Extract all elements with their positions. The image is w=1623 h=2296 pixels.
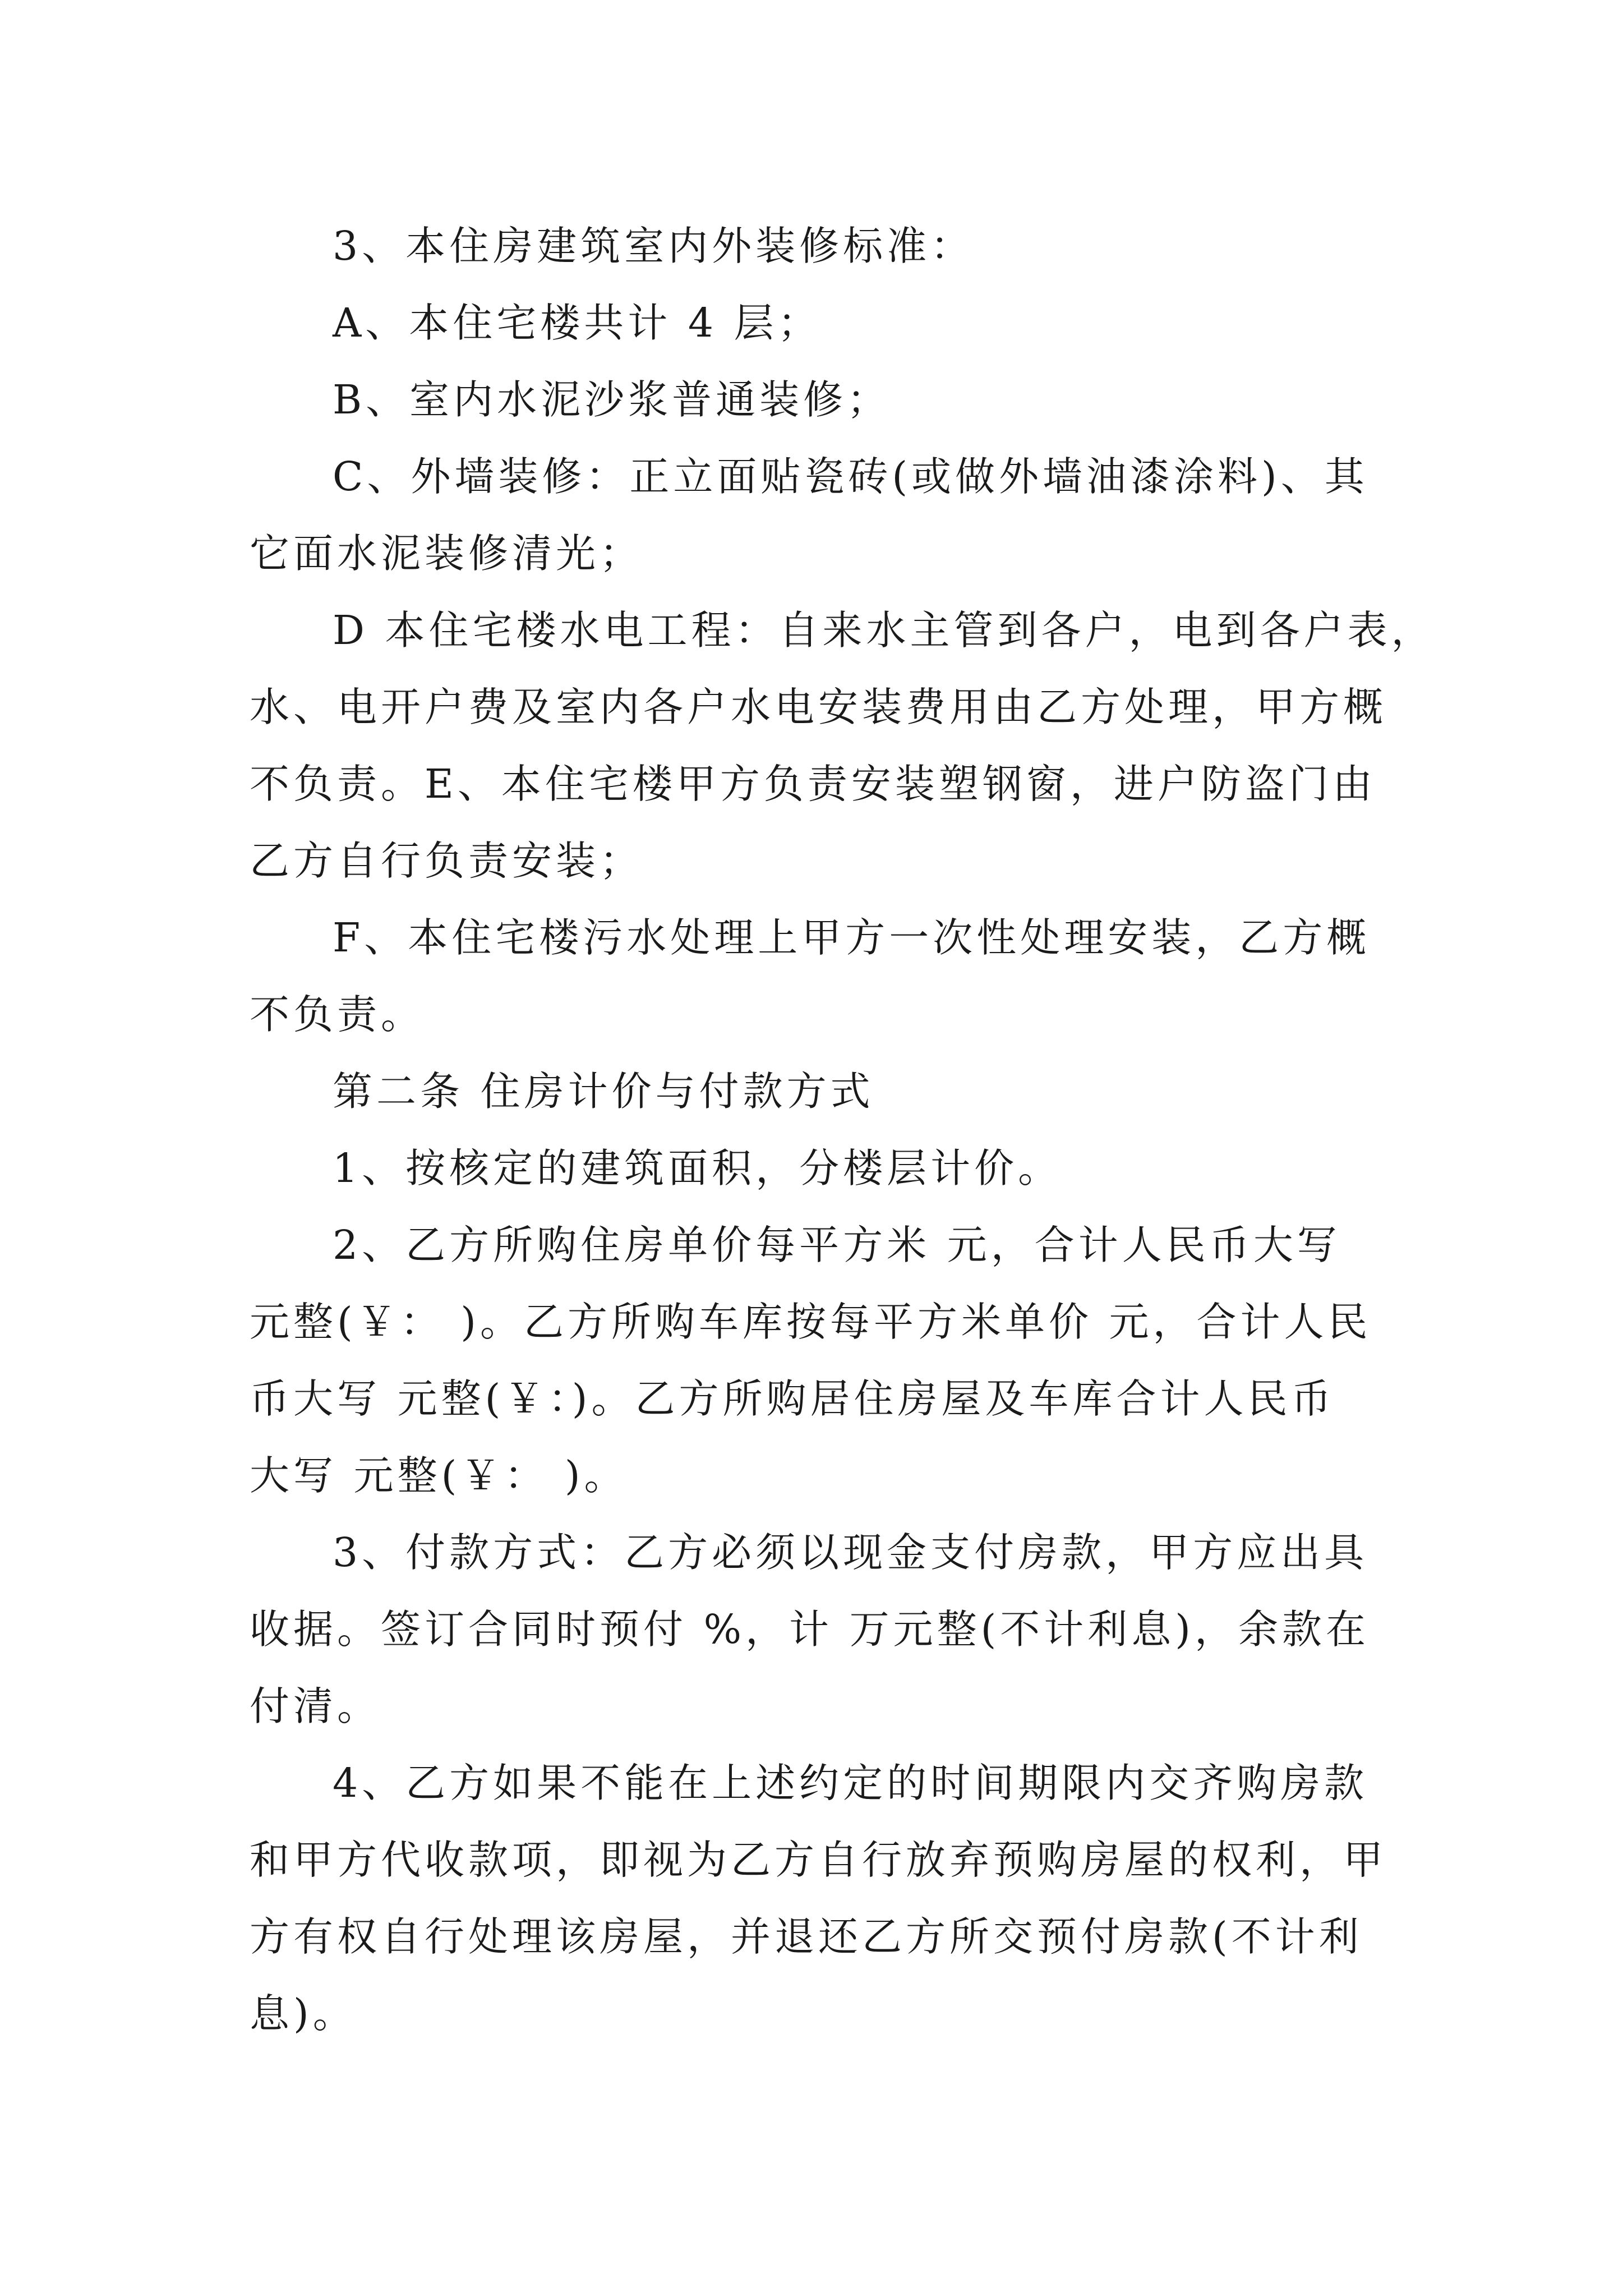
text-line: 水、电开户费及室内各户水电安装费用由乙方处理，甲方概 [250,684,1387,730]
section-heading: 第二条 住房计价与付款方式 [333,1068,874,1115]
paragraph-item-c [250,438,1388,592]
text-line: 1、按核定的建筑面积，分楼层计价。 [333,1145,1062,1191]
text-line: 乙方自行负责安装； [250,838,644,884]
text-line: 付清。 [250,1683,381,1729]
paragraph-item-a [250,284,1388,361]
paragraph-clause-3 [250,1514,1388,1745]
text-line: A、本住宅楼共计 4 层； [333,300,822,346]
text-line: 收据。签订合同时预付 %，计 万元整(不计利息)，余款在 [250,1606,1370,1653]
text-line: B、室内水泥沙浆普通装修； [333,376,891,423]
text-line: 币大写 元整(￥：)。乙方所购居住房屋及车库合计人民币 [250,1375,1335,1422]
text-line: 它面水泥装修清光； [250,530,644,577]
paragraph-clause-1 [250,1130,1388,1207]
text-line: D 本住宅楼水电工程：自来水主管到各户，电到各户表， [333,607,1435,654]
text-line: 和甲方代收款项，即视为乙方自行放弃预购房屋的权利，甲 [250,1837,1387,1883]
text-line: F、本住宅楼污水处理上甲方一次性处理安装，乙方概 [333,914,1371,961]
paragraph-clause-2 [250,1207,1388,1514]
text-line: 不负责。E、本住宅楼甲方负责安装塑钢窗，进户防盗门由 [250,761,1376,807]
text-line: 不负责。 [250,991,425,1038]
text-line: 3、付款方式：乙方必须以现金支付房款，甲方应出具 [333,1529,1368,1576]
article-two-heading [250,1053,1388,1130]
text-line: 方有权自行处理该房屋，并退还乙方所交预付房款(不计利 [250,1913,1363,1960]
text-line: 大写 元整(￥： )。 [250,1452,628,1499]
paragraph-item-f [250,899,1388,1053]
text-line: 元整(￥： )。乙方所购车库按每平方米单价 元，合计人民 [250,1299,1372,1345]
text-line: 息)。 [250,1990,357,2037]
text-line: C、外墙装修：正立面贴瓷砖(或做外墙油漆涂料)、其 [333,453,1368,500]
document-body [250,208,1435,2052]
text-line: 2、乙方所购住房单价每平方米 元，合计人民币大写 [333,1222,1341,1268]
text-line: 4、乙方如果不能在上述约定的时间期限内交齐购房款 [333,1760,1368,1806]
paragraph-item-d-e [250,592,1435,899]
paragraph-item-b [250,361,1388,438]
paragraph-clause-4 [250,1745,1388,2052]
paragraph-decoration-standard-heading [250,208,1388,284]
text-line: 3、本住房建筑室内外装修标准： [333,223,975,269]
